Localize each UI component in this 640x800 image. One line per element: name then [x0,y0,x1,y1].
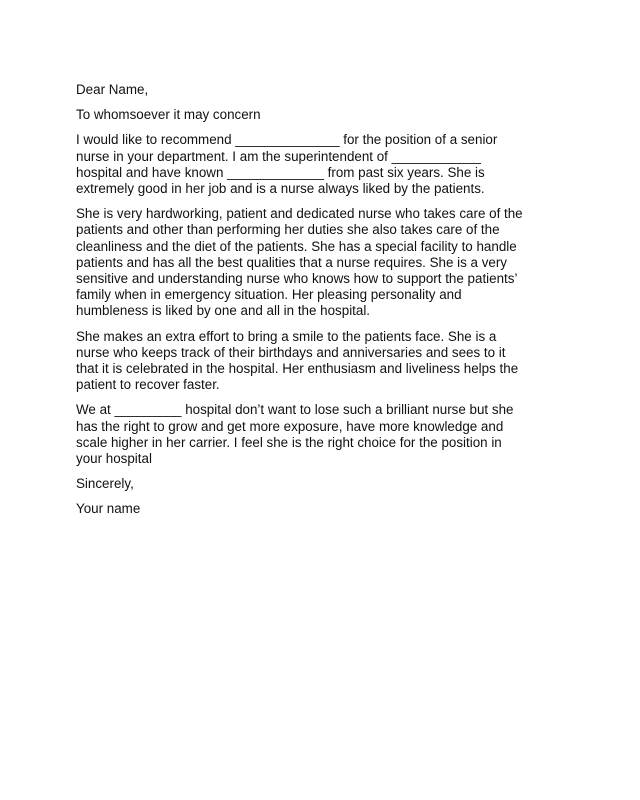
closing: Sincerely, [76,476,134,492]
salutation: Dear Name, [76,82,149,97]
paragraph-effort: She makes an extra effort to bring a smile to the patients face. She is a nurse who keeps track of their birthdays and anniversaries and sees to it that it is celebrated in the hospital. Her enthusiasm and liveliness helps the patient to recover faster. [76,328,519,393]
paragraph-recommendation: I would like to recommend ______________ for the position of a senior nurse in your department. I am the superintendent of ____________ hospital and have known _____________ from past six years. She is extremely good in her job and is a nurse always liked by the patients. [76,132,498,197]
concern-line: To whomsoever it may concern [76,107,261,123]
paragraph-conclusion: We at _________ hospital don’t want to lose such a brilliant nurse but she has the right to grow and get more exposure, have more knowledge and scale higher in her carrier. I feel she is the right choice for the position in your hospital [76,402,514,467]
paragraph-qualities: She is very hardworking, patient and dedicated nurse who takes care of the patients and other than performing her duties she also takes care of the cleanliness and the diet of the patients. She has a special facility to handle patients and has all the best qualities that a nurse requires. She is a very sensitive and understanding nurse who knows how to support the patients’ family when in emergency situation. Her pleasing personality and humbleness is liked by one and all in the hospital. [76,206,523,319]
signature: Your name [76,501,141,517]
recommendation-letter [76,82,568,527]
